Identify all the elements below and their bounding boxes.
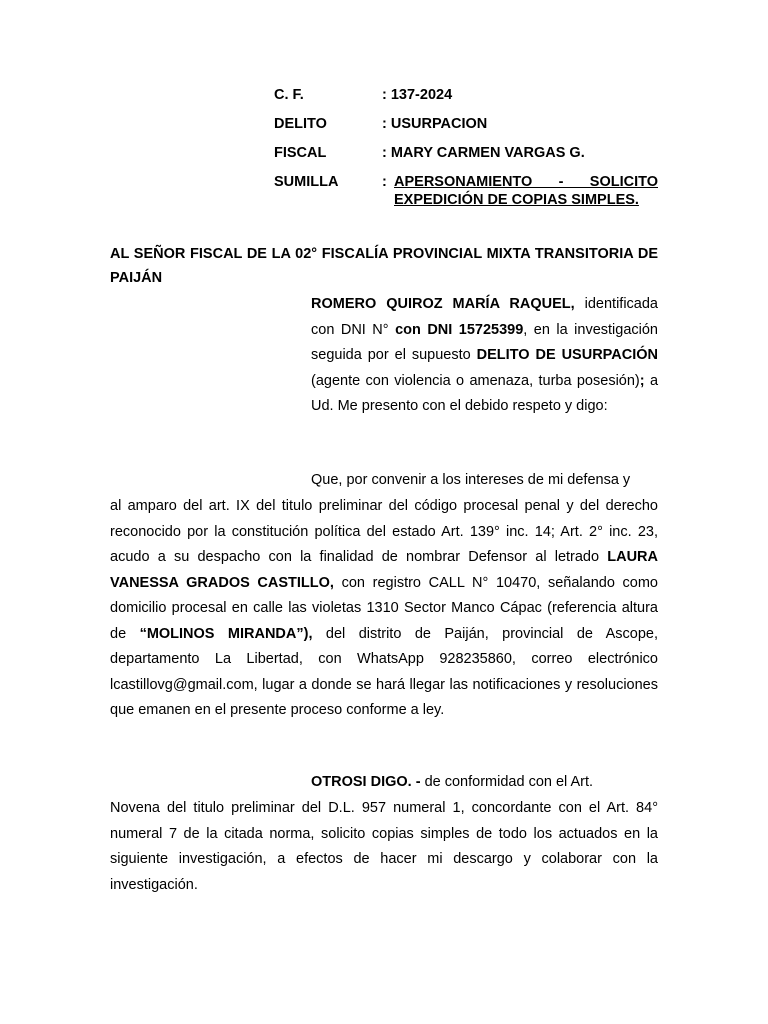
intro-paragraph: ROMERO QUIROZ MARÍA RAQUEL, identificada con DNI N° con DNI 15725399, en la investigación seguida por el supuesto DELITO DE USURPACIÓN (agente con violencia o amenaza, turba posesión); a Ud. Me presento con el debido respeto y digo:	[311, 296, 659, 414]
sumilla-line-1: APERSONAMIENTO - SOLICITO	[394, 174, 658, 190]
dni-number: con DNI 15725399	[395, 321, 524, 338]
address-reference: “MOLINOS MIRANDA”),	[139, 625, 313, 642]
petitioner-name: ROMERO QUIROZ MARÍA RAQUEL,	[311, 296, 575, 312]
addressee: AL SEÑOR FISCAL DE LA 02° FISCALÍA PROVINCIAL MIXTA TRANSITORIA DE PAIJÁN	[110, 246, 658, 286]
crime-name: DELITO DE USURPACIÓN	[476, 347, 658, 363]
delito-row	[274, 115, 658, 133]
cf-value: : 137-2024	[382, 87, 453, 103]
sumilla-label: SUMILLA	[274, 174, 339, 190]
delito-label: DELITO	[274, 116, 327, 132]
fiscal-label: FISCAL	[274, 145, 327, 161]
fiscal-row	[274, 144, 658, 162]
body-paragraph: al amparo del art. IX del titulo preliminar del código procesal penal y del derecho reconocido por la constitución política del estado Art. 139° inc. 14; Art. 2° inc. 23, acudo a su despacho con la finalidad de nombrar Defensor al letrado LAURA VANESSA GRADOS CASTILLO, con registro CALL N° 10470, señalando como domicilio procesal en calle las violetas 1310 Sector Manco Cápac (referencia altura de “MOLINOS MIRANDA”), del distrito de Paiján, provincial de Ascope, departamento La Libertad, con WhatsApp 928235860, correo electrónico lcastillovg@gmail.com, lugar a donde se hará llegar las notificaciones y resoluciones que emanen en el presente proceso conforme a ley.	[110, 498, 658, 718]
otrosi-first-line: OTROSI DIGO. - de conformidad con el Art.	[311, 774, 594, 790]
lawyer-name: LAURA VANESSA GRADOS CASTILLO,	[110, 549, 658, 591]
sumilla-line-2: EXPEDICIÓN DE COPIAS SIMPLES.	[394, 192, 639, 208]
sumilla-colon: :	[382, 174, 387, 190]
body-first-line: Que, por convenir a los intereses de mi defensa y	[311, 472, 631, 488]
delito-value: : USURPACION	[382, 116, 488, 132]
cf-row	[274, 86, 658, 104]
sumilla-row	[274, 173, 658, 209]
otrosi-label: OTROSI DIGO. -	[311, 774, 421, 790]
otrosi-paragraph: Novena del titulo preliminar del D.L. 957 numeral 1, concordante con el Art. 84° numeral 7 de la citada norma, solicito copias simples de todo los actuados en la siguiente investigación, a efectos de hacer mi descargo y colaborar con la investigación.	[110, 800, 658, 893]
fiscal-value: : MARY CARMEN VARGAS G.	[382, 145, 585, 161]
cf-label: C. F.	[274, 87, 304, 103]
